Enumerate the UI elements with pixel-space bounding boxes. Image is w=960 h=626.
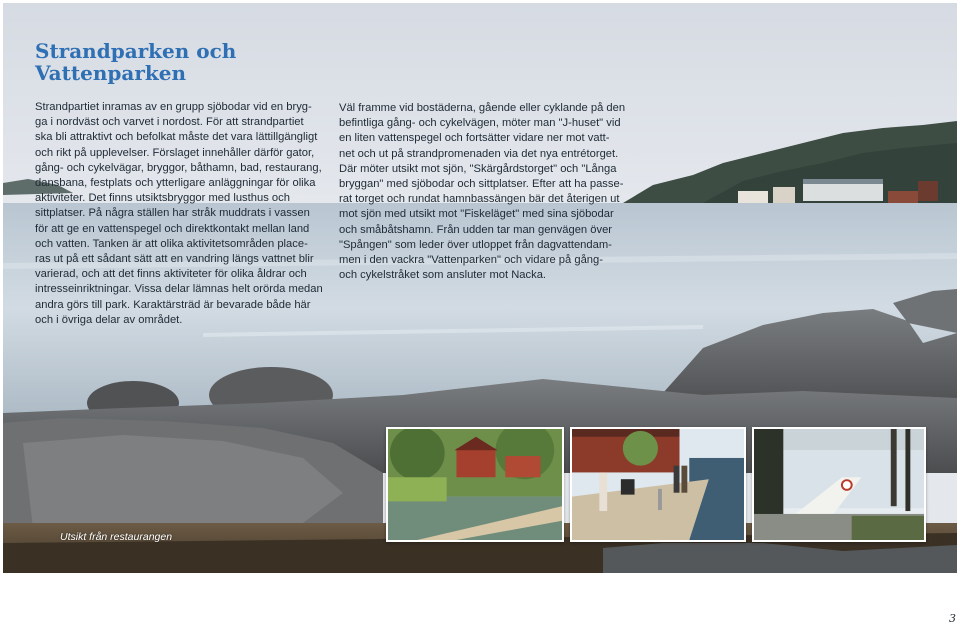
inset-photo-pier [570,427,746,542]
text-line: bryggan" med sjöbodar och sittplatser. Efter att ha passe- [339,178,624,191]
text-line: och vatten. Tanken är att olika aktivitetsområden place- [35,237,308,250]
text-line: ska bli attraktivt och befolkat måste det vara lättillgängligt [35,131,318,144]
text-line: mot sjön med utsikt mot "Fiskeläget" med sina sjöbodar [339,208,614,221]
text-line: och i övriga delar av området. [35,313,183,326]
page-title-line-2: Vattenparken [35,61,186,85]
inset-photo-cottages [386,427,564,542]
text-line: och cykelstråket som ansluter mot Nacka. [339,269,547,282]
page-number: 3 [949,612,956,625]
inset-photo-footbridge [752,427,926,542]
text-line: ga i nordväst och varvet i nordost. För att strandpartiet [35,116,304,129]
text-line: "Spången" som leder över utloppet från dagvattendam- [339,238,612,251]
text-line: gång- och cykelvägar, bryggor, båthamn, bad, restaurang, [35,161,322,174]
text-line: en liten vattenspegel och fortsätter vidare ner mot vatt- [339,132,610,145]
left-body-text [35,100,323,328]
text-line: net och ut på strandpromenaden via det nya entrétorget. [339,147,619,160]
text-line: aktiviteter. Det finns utsiktsbryggor med lusthus och [35,192,290,205]
text-line: ras ut på ett sådant sätt att en vandring längs vattnet blir [35,253,314,266]
right-body-text [339,101,625,283]
text-line: Där möter utsikt mot sjön, "Skärgårdstorget" och "Långa [339,162,617,175]
text-line: sittplatser. På några ställen har stråk muddrats i vassen [35,207,310,220]
text-line: befintliga gång- och cykelvägen, möter man "J-huset" vid [339,117,621,130]
text-line: för att ge en vattenspegel och direktkontakt mellan land [35,222,310,235]
text-line: intresseinriktningar. Vissa delar lämnas helt orörda medan [35,283,323,296]
text-line: rat torget och rundat hamnbassängen bär det återigen ut [339,193,620,206]
text-line: varierad, och att det finns aktiviteter för olika åldrar och [35,268,307,281]
text-line: och rikt på upplevelser. Förslaget innehåller därför gator, [35,146,315,159]
text-line: andra görs till park. Karaktärsträd är bevarade både här [35,298,311,311]
text-line: och småbåtshamn. Från udden tar man genvägen över [339,223,613,236]
text-line: dansbana, festplats och ytterligare anläggningar för olika [35,177,316,190]
page-title [35,40,236,84]
photo-caption: Utsikt från restaurangen [60,531,173,543]
page-title-line-1: Strandparken och [35,39,237,63]
text-line: Väl framme vid bostäderna, gående eller cyklande på den [339,102,626,114]
text-line: men i den vackra "Vattenparken" och vidare på gång- [339,254,603,267]
text-line: Strandpartiet inramas av en grupp sjöbodar vid en bryg- [35,101,312,113]
